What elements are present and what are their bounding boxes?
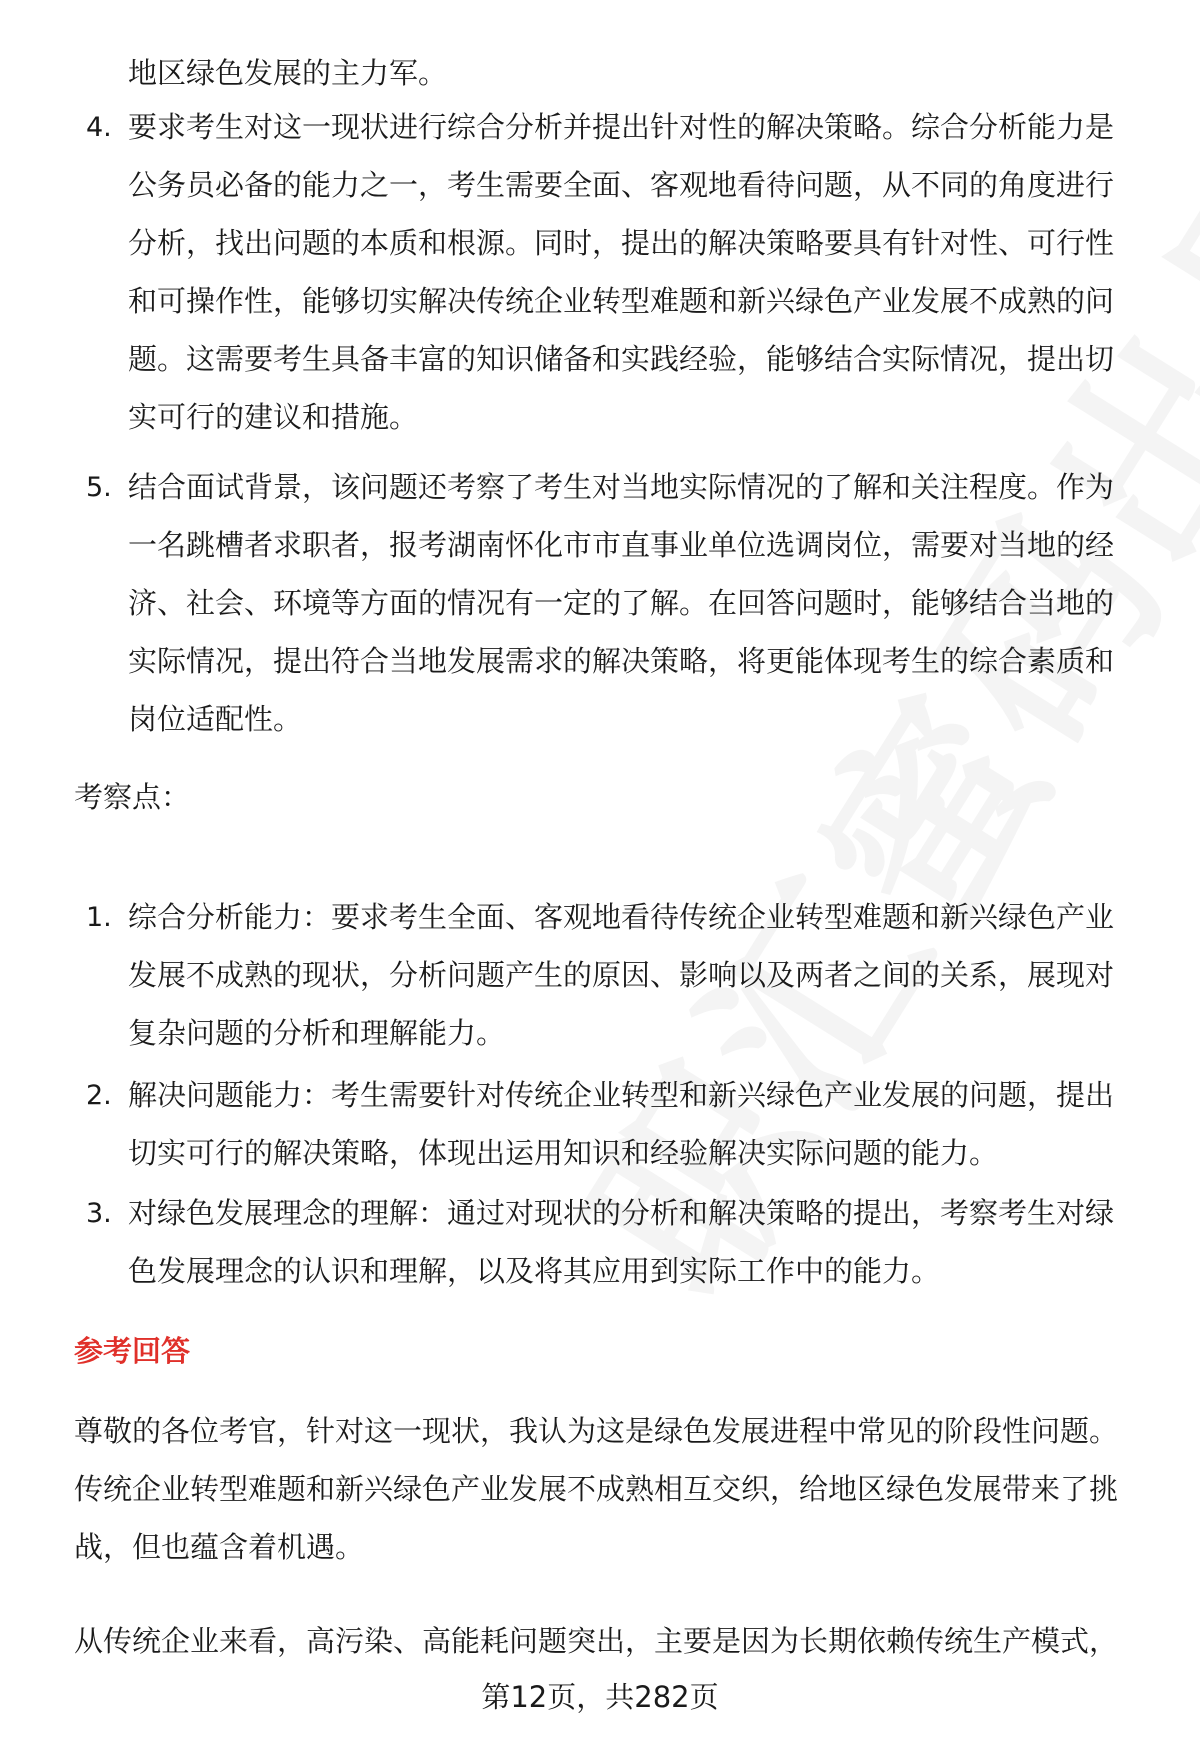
list-item-line: 公务员必备的能力之一，考生需要全面、客观地看待问题，从不同的角度进行 — [128, 168, 1115, 202]
section-title-reference-answer: 参考回答 — [74, 1334, 191, 1368]
list-item-line: 题。这需要考生具备丰富的知识储备和实践经验，能够结合实际情况，提出切 — [128, 342, 1115, 376]
page-number: 第12页，共282页 — [481, 1680, 719, 1714]
list-item-line: 济、社会、环境等方面的情况有一定的了解。在回答问题时，能够结合当地的 — [128, 586, 1115, 620]
list-item-line: 结合面试背景，该问题还考察了考生对当地实际情况的了解和关注程度。作为 — [128, 470, 1115, 504]
list-item-line: 发展不成熟的现状，分析问题产生的原因、影响以及两者之间的关系，展现对 — [128, 958, 1115, 992]
list-item-line: 色发展理念的认识和理解，以及将其应用到实际工作中的能力。 — [128, 1254, 941, 1288]
paragraph-line: 从传统企业来看，高污染、高能耗问题突出，主要是因为长期依赖传统生产模式， — [74, 1624, 1119, 1658]
list-item-number: 3. — [86, 1198, 112, 1229]
list-item-line: 解决问题能力：考生需要针对传统企业转型和新兴绿色产业发展的问题，提出 — [128, 1078, 1115, 1112]
list-item-number: 4. — [86, 112, 112, 143]
list-item-line: 一名跳槽者求职者，报考湖南怀化市市直事业单位选调岗位，需要对当地的经 — [128, 528, 1115, 562]
list-item-line: 综合分析能力：要求考生全面、客观地看待传统企业转型难题和新兴绿色产业 — [128, 900, 1115, 934]
list-item-number: 1. — [86, 902, 112, 933]
list-item-line: 分析，找出问题的本质和根源。同时，提出的解决策略要具有针对性、可行性 — [128, 226, 1115, 260]
list-item-line: 切实可行的解决策略，体现出运用知识和经验解决实际问题的能力。 — [128, 1136, 999, 1170]
section-title-exam-points: 考察点： — [74, 780, 191, 814]
list-item-line: 和可操作性，能够切实解决传统企业转型难题和新兴绿色产业发展不成熟的问 — [128, 284, 1115, 318]
paragraph-line: 传统企业转型难题和新兴绿色产业发展不成熟相互交织，给地区绿色发展带来了挑 — [74, 1472, 1119, 1506]
list-item-line: 要求考生对这一现状进行综合分析并提出针对性的解决策略。综合分析能力是 — [128, 110, 1115, 144]
list-item-number: 2. — [86, 1080, 112, 1111]
list-item-line: 岗位适配性。 — [128, 702, 303, 736]
list-item-continuation: 地区绿色发展的主力军。 — [128, 56, 448, 90]
paragraph-line: 战，但也蕴含着机遇。 — [74, 1530, 365, 1564]
list-item-line: 对绿色发展理念的理解：通过对现状的分析和解决策略的提出，考察考生对绿 — [128, 1196, 1115, 1230]
paragraph-line: 尊敬的各位考官，针对这一现状，我认为这是绿色发展进程中常见的阶段性问题。 — [74, 1414, 1119, 1448]
list-item-line: 复杂问题的分析和理解能力。 — [128, 1016, 506, 1050]
list-item-line: 实际情况，提出符合当地发展需求的解决策略，将更能体现考生的综合素质和 — [128, 644, 1115, 678]
list-item-line: 实可行的建议和措施。 — [128, 400, 419, 434]
list-item-number: 5. — [86, 472, 112, 503]
